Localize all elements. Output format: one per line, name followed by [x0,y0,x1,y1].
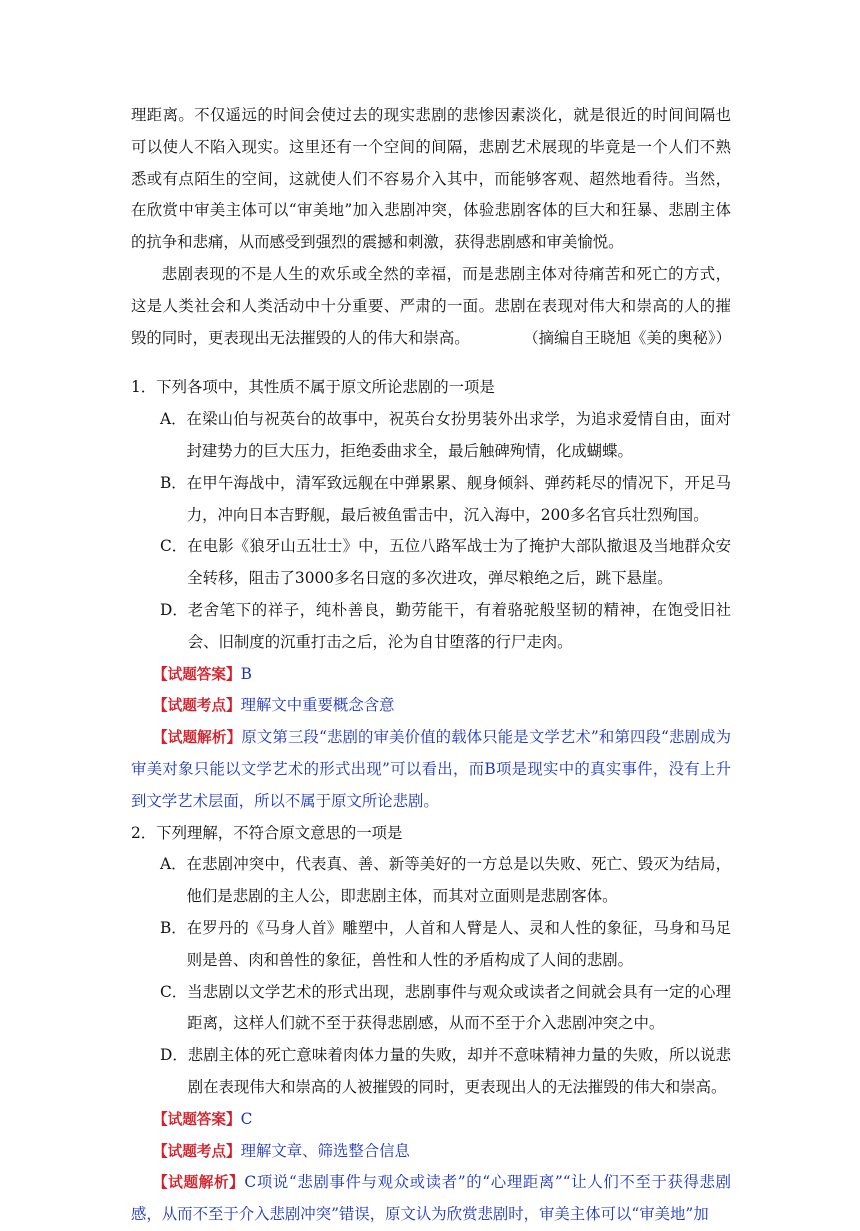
question-2-option-d: D． 悲剧主体的死亡意味着肉体力量的失败，却并不意味精神力量的失败，所以说悲剧在表现伟大和崇高的人被摧毁的同时，更表现出人的无法摧毁的伟大和崇高。 [160,1046,731,1096]
answer-value: B [240,664,252,683]
analysis-text: 原文第三段“悲剧的审美价值的载体只能是文学艺术”和第四段“悲剧成为审美对象只能以文学艺术的形式出现”可以看出，而B项是现实中的真实事件，没有上升到文学艺术层面，所以不属于原文所论悲剧。 [131,728,731,810]
answer-tag: 【试题答案】 [153,1110,241,1128]
question-2-option-b: B． 在罗丹的《马身人首》雕塑中，人首和人臂是人、灵和人性的象征，马身和马足则是兽、肉和兽性的象征，兽性和人性的矛盾构成了人间的悲剧。 [160,918,731,969]
question-1-option-a: A． 在梁山伯与祝英台的故事中，祝英台女扮男装外出求学，为追求爱情自由，面对封建势力的巨大压力，拒绝委曲求全，最后触碑殉情，化成蝴蝶。 [160,410,731,460]
point-value: 理解文中重要概念含意 [240,696,395,715]
question-1-option-b: B． 在甲午海战中，清军致远舰在中弹累累、舰身倾斜、弹药耗尽的情况下，开足马力，冲向日本吉野舰，最后被鱼雷击中，沉入海中，200多名官兵壮烈殉国。 [160,473,731,524]
question-1-point [131,690,731,722]
question-2 [131,818,731,1231]
point-tag: 【试题考点】 [153,1142,241,1160]
passage-source: （摘编自王晓旭《美的奥秘》） [523,328,731,347]
analysis-text: C项说“悲剧事件与观众或读者”的“心理距离”“让人们不至于获得悲剧感，从而不至于介入悲剧冲突”错误，原文认为欣赏悲剧时，审美主体可以“审美地”加 [131,1173,731,1224]
question-2-stem: 2．下列理解，不符合原文意思的一项是 [131,823,403,842]
answer-tag: 【试题答案】 [153,665,241,683]
question-1-option-d: D． 老舍笔下的祥子，纯朴善良，勤劳能干，有着骆驼般坚韧的精神，在饱受旧社会、旧制度的沉重打击之后，沦为自甘堕落的行尸走肉。 [160,600,731,651]
question-2-option-c: C． 当悲剧以文学艺术的形式出现，悲剧事件与观众或读者之间就会具有一定的心理距离，这样人们就不至于获得悲剧感，从而不至于介入悲剧冲突之中。 [160,982,731,1033]
question-1-analysis [131,722,731,817]
answer-value: C [240,1109,253,1128]
question-1-stem: 1．下列各项中，其性质不属于原文所论悲剧的一项是 [131,378,495,397]
question-2-point [131,1136,731,1168]
point-tag: 【试题考点】 [153,697,241,715]
passage-paragraph-2 [131,259,731,354]
question-2-answer [131,1104,731,1136]
analysis-tag: 【试题解析】 [153,729,242,747]
passage-paragraph-2-text: 悲剧表现的不是人生的欢乐或全然的幸福，而是悲剧主体对待痛苦和死亡的方式，这是人类社会和人类活动中十分重要、严肃的一面。悲剧在表现对伟大和崇高的人的摧毁的同时，更表现出无法摧毁的人的伟大和崇高。 [131,264,731,347]
question-2-analysis [131,1167,731,1231]
document-page [131,100,731,1231]
question-1-option-c: C． 在电影《狼牙山五壮士》中，五位八路军战士为了掩护大部队撤退及当地群众安全转移，阻击了3000多名日寇的多次进攻，弹尽粮绝之后，跳下悬崖。 [160,537,731,588]
point-value: 理解文章、筛选整合信息 [240,1141,410,1160]
analysis-tag: 【试题解析】 [153,1174,245,1192]
question-1 [131,372,731,817]
question-2-option-a: A． 在悲剧冲突中，代表真、善、新等美好的一方总是以失败、死亡、毁灭为结局，他们是悲剧的主人公，即悲剧主体，而其对立面则是悲剧客体。 [160,855,731,906]
passage-paragraph-1: 理距离。不仅遥远的时间会使过去的现实悲剧的悲惨因素淡化，就是很近的时间间隔也可以使人不陷入现实。这里还有一个空间的间隔，悲剧艺术展现的毕竟是一个人们不熟悉或有点陌生的空间，这就使人们不容易介入其中，而能够客观、超然地看待。当然，在欣赏中审美主体可以“审美地”加入悲剧冲突，体验悲剧客体的巨大和狂暴、悲剧主体的抗争和悲痛，从而感受到强烈的震撼和刺激，获得悲剧感和审美愉悦。 [131,106,731,252]
question-1-answer [131,659,731,691]
